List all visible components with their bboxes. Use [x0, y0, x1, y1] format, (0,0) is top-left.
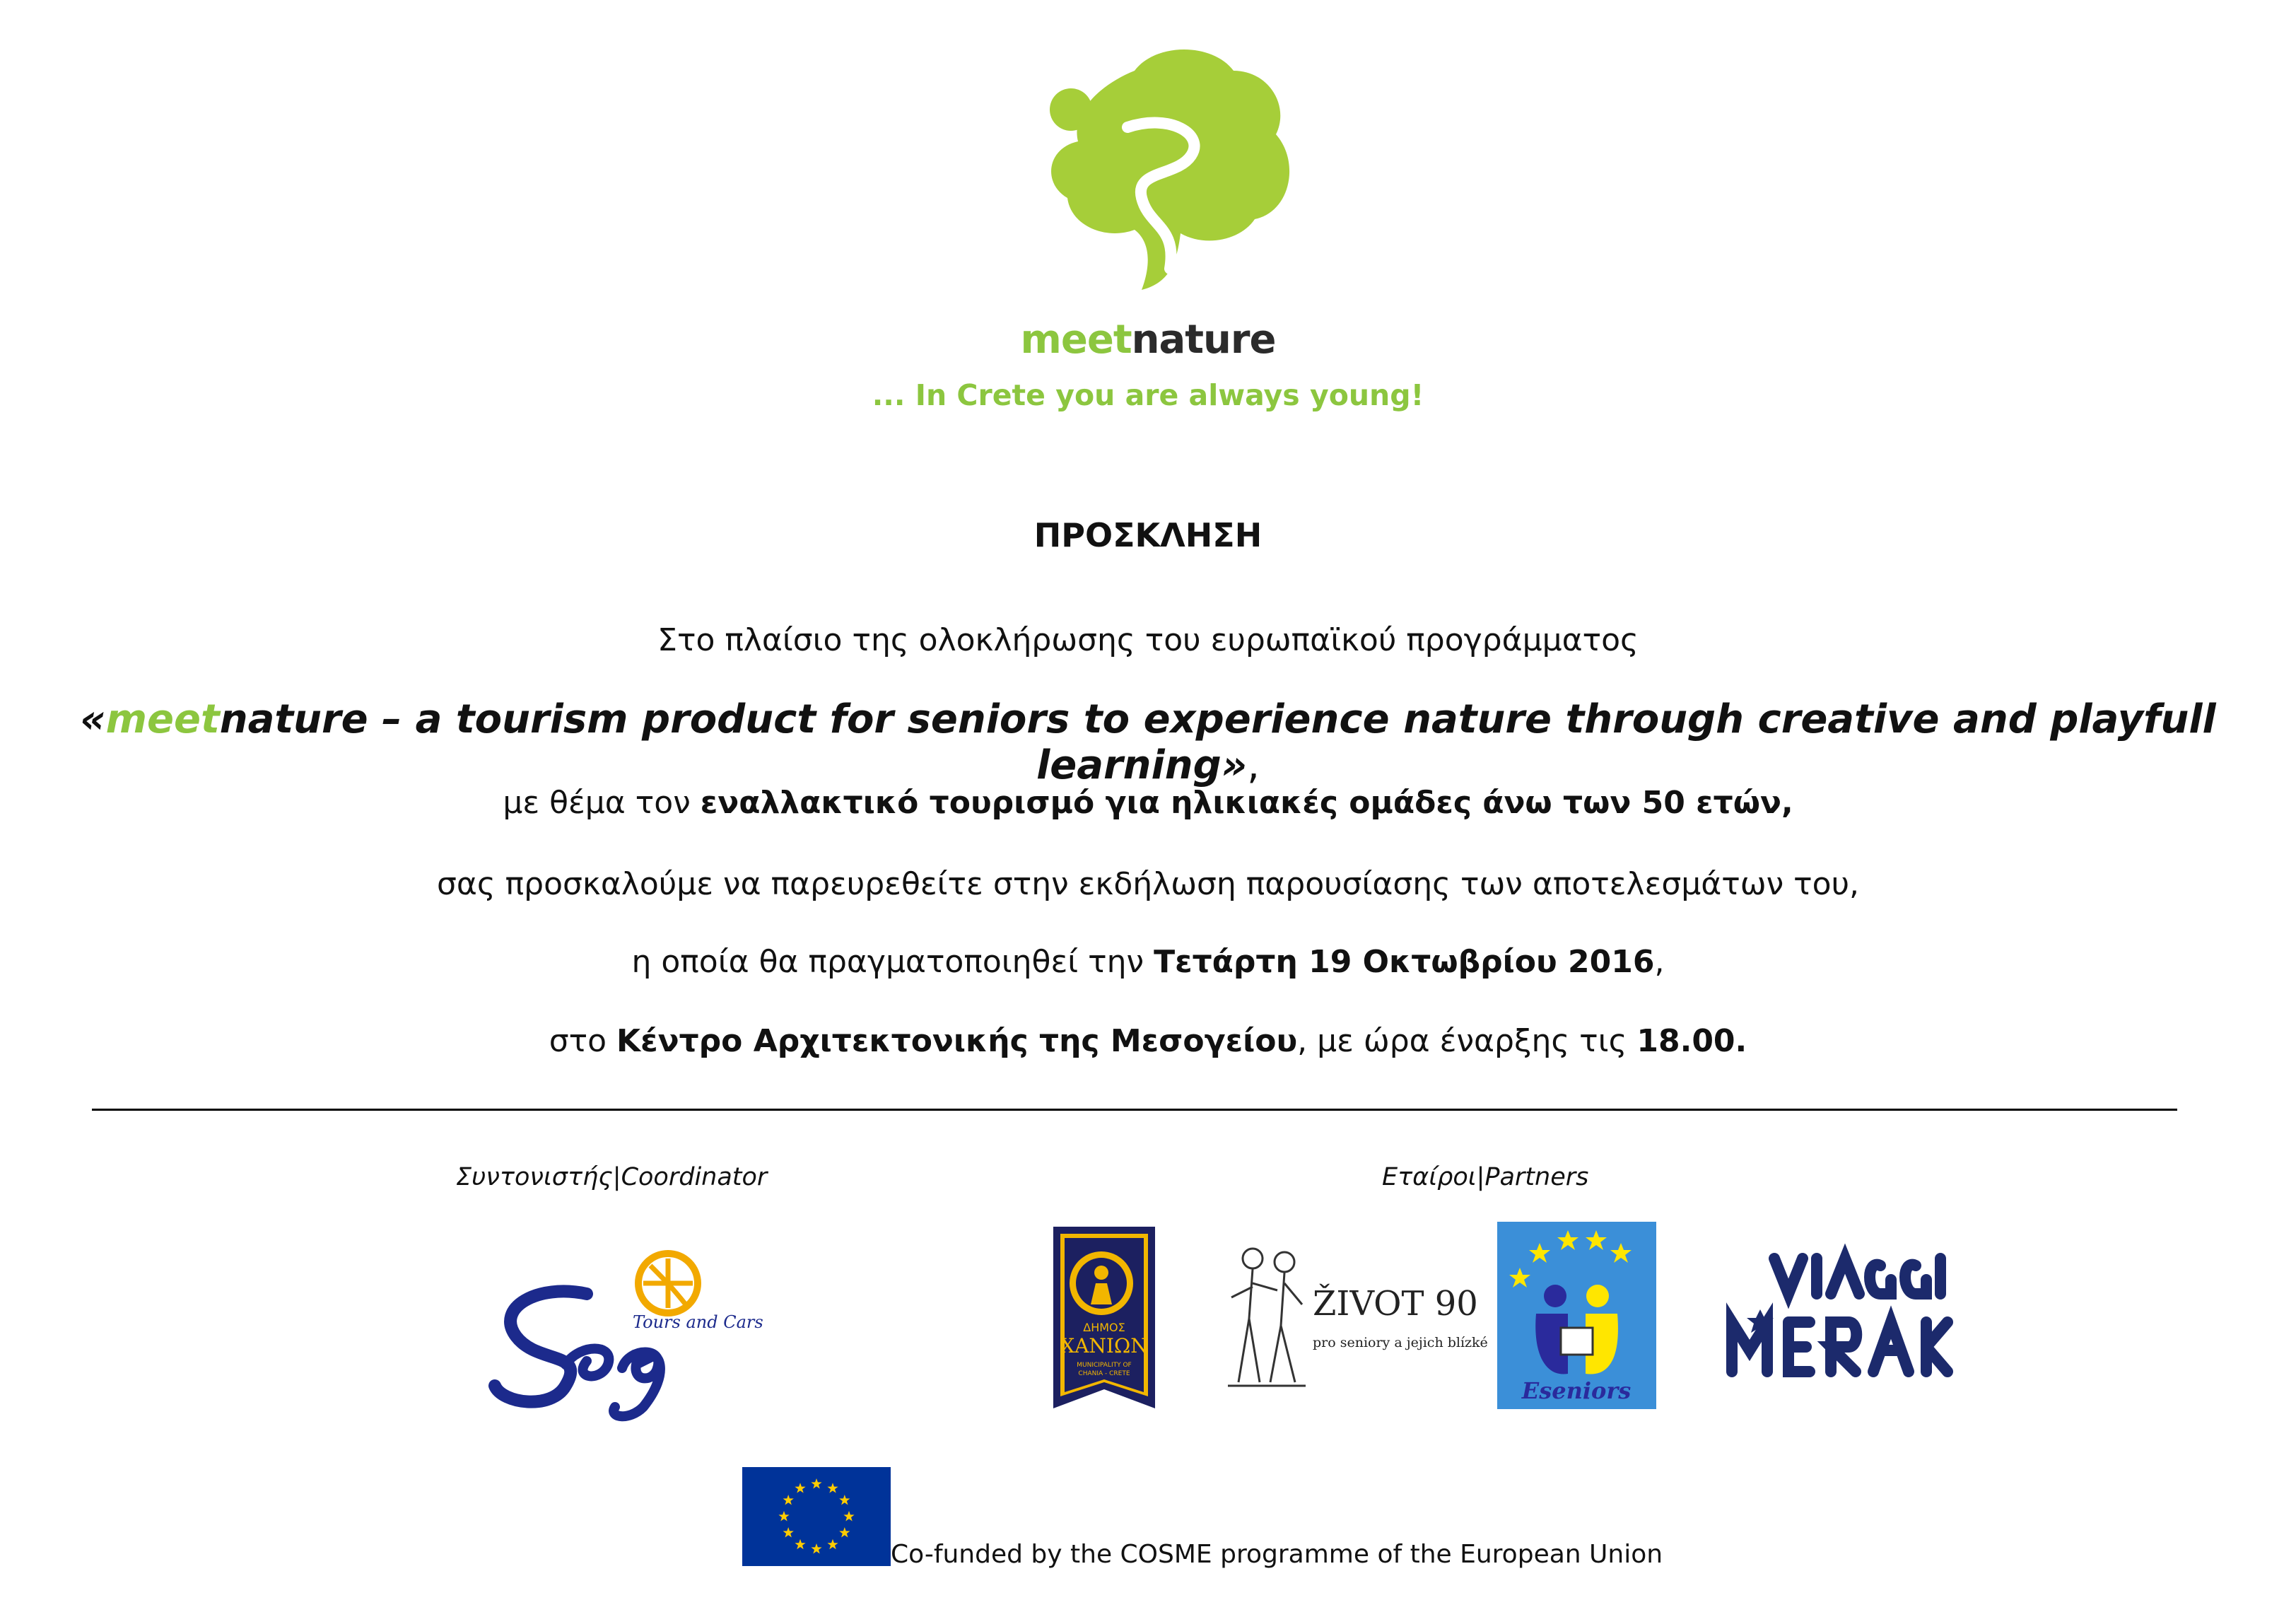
cosme-funding-text: Co-funded by the COSME programme of the European Union — [891, 1540, 1663, 1569]
viaggi-merak-logo — [1718, 1244, 1951, 1386]
svg-text:Tours and Cars: Tours and Cars — [633, 1312, 763, 1332]
theme-text: εναλλακτικό τουρισμό για ηλικιακές ομάδες άνω των 50 ετών, — [700, 785, 1793, 821]
meetnature-tree-logo — [1029, 42, 1311, 311]
venue-prefix: στο — [549, 1023, 617, 1059]
zivot90-logo — [1221, 1241, 1488, 1396]
project-title-line — [0, 696, 2296, 788]
svg-text:ΔΗΜΟΣ: ΔΗΜΟΣ — [1083, 1321, 1125, 1334]
partners-label: Εταίροι|Partners — [1382, 1163, 1589, 1191]
venue-line — [0, 1023, 2296, 1059]
svg-text:MUNICIPALITY OF: MUNICIPALITY OF — [1077, 1362, 1132, 1369]
theme-prefix: με θέμα τον — [503, 785, 701, 821]
venue-name: Κέντρο Αρχιτεκτονικής της Μεσογείου — [616, 1023, 1298, 1059]
project-comma: , — [1247, 742, 1260, 788]
event-date: Τετάρτη 19 Οκτωβρίου 2016 — [1154, 944, 1655, 980]
date-line — [0, 944, 2296, 980]
project-meet: meet — [105, 696, 220, 742]
chania-municipality-logo — [1052, 1227, 1156, 1408]
theme-line — [0, 785, 2296, 821]
brand-meet: meet — [1020, 317, 1132, 363]
brand-nature: nature — [1131, 317, 1276, 363]
project-title: nature – a tourism product for seniors to experience nature through creative and playfull learning» — [219, 696, 2216, 788]
invitation-title: ΠΡΟΣΚΛΗΣΗ — [1033, 516, 1263, 554]
quote-open: « — [80, 696, 106, 742]
divider — [92, 1109, 2177, 1111]
svg-text:pro seniory a jejich blízké: pro seniory a jejich blízké — [1313, 1335, 1488, 1350]
venue-middle: , με ώρα έναρξης τις — [1297, 1023, 1637, 1059]
date-prefix: η οποία θα πραγματοποιηθεί την — [631, 944, 1154, 980]
invite-line: σας προσκαλούμε να παρευρεθείτε στην εκδήλωση παρουσίασης των αποτελεσμάτων του, — [436, 866, 1860, 902]
sea-tours-logo — [481, 1244, 763, 1421]
svg-text:ΧΑΝΙΩΝ: ΧΑΝΙΩΝ — [1060, 1334, 1148, 1357]
svg-text:ŽIVOT 90: ŽIVOT 90 — [1313, 1284, 1478, 1324]
meetnature-wordmark — [0, 317, 2296, 363]
svg-text:Eseniors: Eseniors — [1521, 1377, 1632, 1404]
svg-text:CHANIA - CRETE: CHANIA - CRETE — [1078, 1370, 1130, 1377]
eu-flag-icon — [742, 1467, 891, 1566]
eseniors-logo — [1497, 1222, 1656, 1409]
coordinator-label: Συντονιστής|Coordinator — [456, 1163, 768, 1191]
intro-line: Στο πλαίσιο της ολοκλήρωσης του ευρωπαϊκού προγράμματος — [657, 622, 1639, 658]
tagline: ... In Crete you are always young! — [872, 378, 1424, 412]
event-time: 18.00. — [1636, 1023, 1747, 1059]
date-suffix: , — [1654, 944, 1665, 980]
